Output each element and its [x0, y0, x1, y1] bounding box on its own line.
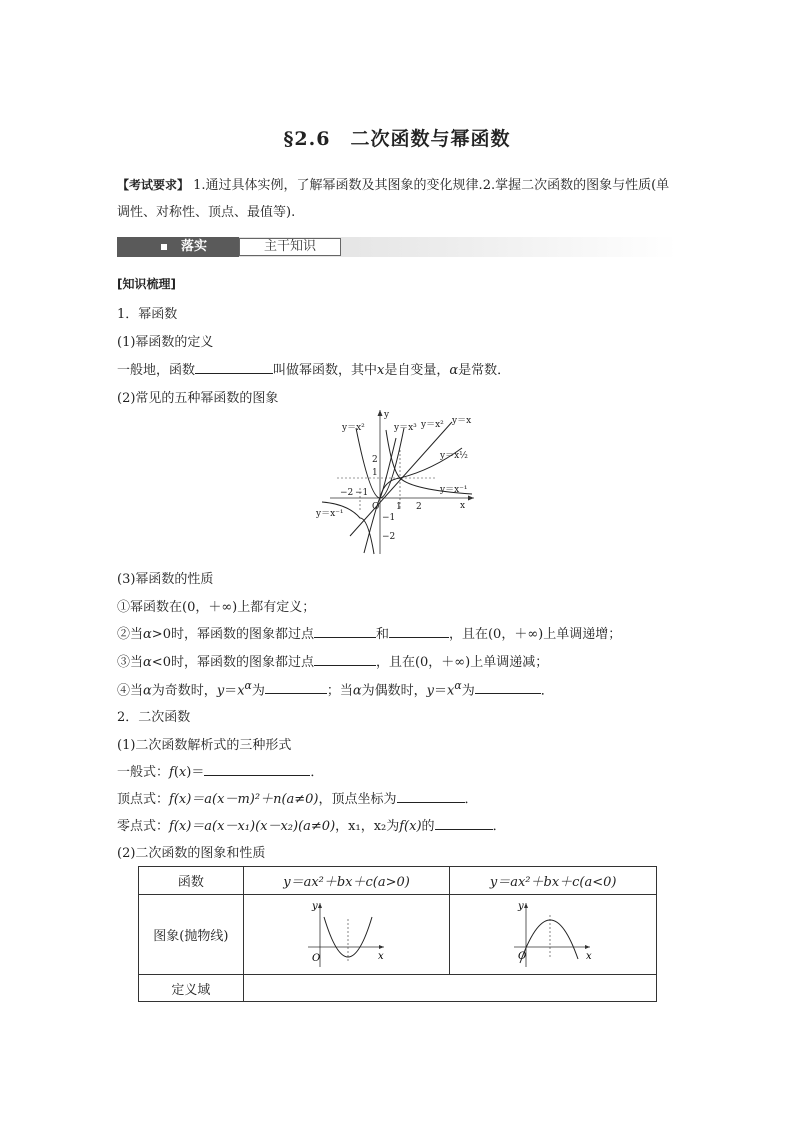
var: α [449, 363, 459, 378]
text: <0时，幂函数的图象都过点 [151, 655, 314, 670]
text: 顶点式： [117, 792, 170, 807]
text: ④当 [117, 683, 144, 699]
text: ，且在(0，＋∞)上单调递减； [375, 655, 549, 670]
tick-y-n1: −1 [382, 513, 396, 523]
text: 叫做幂函数，其中 [273, 363, 378, 378]
fill-blank[interactable] [195, 362, 273, 374]
fill-blank[interactable] [265, 682, 327, 694]
graph-cell-down [450, 895, 657, 975]
origin-label: O [518, 950, 527, 962]
property-1: ①幂函数在(0，＋∞)上都有定义； [117, 600, 316, 615]
label-y-x: y＝x [452, 416, 472, 426]
y-axis-arrow-icon [524, 903, 528, 908]
power-functions-graph [312, 408, 484, 558]
x-axis-label: x [460, 501, 466, 511]
banner-dark-tab [117, 237, 239, 257]
text: ． [310, 765, 324, 780]
domain-cell[interactable] [243, 975, 656, 1002]
table-row [139, 975, 657, 1002]
y-axis-label: y [384, 410, 390, 420]
text: ． [464, 792, 478, 807]
banner-dark-label: 落实 [181, 239, 208, 254]
fill-blank[interactable] [435, 818, 493, 830]
fill-blank[interactable] [204, 764, 310, 776]
y-axis-label: y [311, 900, 318, 912]
form-zeros [117, 815, 506, 834]
var: f [169, 765, 174, 780]
var: y [426, 683, 435, 699]
row-label-domain: 定义域 [139, 975, 244, 1002]
text: 是自变量， [384, 363, 450, 378]
square-bullet-icon [161, 244, 167, 250]
property-2 [117, 623, 621, 642]
tick-x-1: 1 [396, 502, 402, 512]
text: 的 [421, 819, 435, 834]
text: 为 [461, 683, 475, 699]
tick-x-n2: −2 [340, 488, 354, 498]
page-title: §2.6 二次函数与幂函数 [283, 128, 511, 150]
label-y-x3: y＝x³ [394, 423, 417, 433]
var: x [447, 683, 455, 699]
formula: f(x) [399, 819, 422, 834]
fill-blank[interactable] [314, 654, 376, 666]
label-y-xhalf: y＝x½ [440, 451, 468, 461]
row-label-image: 图象(抛物线) [139, 895, 244, 975]
form-general [117, 761, 323, 780]
var: y [216, 683, 225, 699]
section-2-1-heading: (1)二次函数解析式的三种形式 [117, 738, 292, 753]
x-axis-arrow-icon [379, 945, 384, 949]
requirements-label: 【考试要求】 [117, 178, 190, 192]
text: ；当 [326, 683, 353, 699]
text: ． [540, 683, 554, 699]
parabola-down-curve [520, 919, 578, 962]
table-header-pos [243, 867, 450, 895]
text: ，顶点坐标为 [318, 792, 397, 807]
y-axis-arrow-icon [318, 903, 322, 908]
text: ③当 [117, 655, 144, 670]
origin-label: O [372, 502, 380, 512]
text: ＝ [224, 683, 238, 699]
table-row [139, 895, 657, 975]
var: α [244, 679, 252, 692]
label-y-xinv-left: y＝x⁻¹ [316, 509, 344, 519]
fill-blank[interactable] [389, 626, 449, 638]
var: α [143, 627, 152, 642]
x-axis-arrow-icon [468, 496, 474, 501]
formula: y＝ax²＋bx＋c(a>0) [283, 875, 410, 890]
tick-y-1: 1 [372, 468, 378, 478]
tick-x-2: 2 [416, 502, 422, 512]
label-y-x2: y＝x² [342, 423, 365, 433]
section-banner [117, 237, 677, 257]
quadratic-properties-table [138, 866, 657, 1002]
section-2-heading: 2．二次函数 [117, 710, 191, 725]
text: 零点式： [117, 819, 170, 834]
section-1-heading: 1．幂函数 [117, 307, 178, 322]
text: ，且在(0，＋∞)上单调递增； [448, 627, 622, 642]
table-header-func: 函数 [139, 867, 244, 895]
var: α [143, 683, 152, 699]
knowledge-heading: [知识梳理] [117, 277, 176, 291]
text: ． [492, 819, 506, 834]
tick-y-2: 2 [372, 455, 378, 465]
section-1-2-heading: (2)常见的五种幂函数的图象 [117, 391, 279, 406]
property-4 [117, 679, 554, 698]
text: 和 [375, 627, 389, 642]
text: ＝ [434, 683, 448, 699]
y-axis-label: y [518, 900, 524, 912]
text: ，x₁，x₂为 [335, 819, 400, 834]
label-y-xinv-right: y＝x⁻¹ [440, 485, 468, 495]
banner-light-label: 主干知识 [239, 238, 341, 256]
parabola-up-graph [304, 897, 390, 969]
x-axis-label: x [377, 950, 384, 962]
var: x [377, 363, 385, 378]
text: 一般地，函数 [117, 363, 196, 378]
var: x [237, 683, 245, 699]
text: ( [173, 765, 179, 780]
text: 为奇数时， [151, 683, 217, 699]
text: )＝ [186, 765, 205, 780]
graph-cell-up [243, 895, 450, 975]
fill-blank[interactable] [397, 791, 465, 803]
table-row [139, 867, 657, 895]
text: 是常数． [458, 363, 511, 378]
exam-requirements [117, 172, 679, 226]
section-2-2-heading: (2)二次函数的图象和性质 [117, 846, 266, 861]
text: 一般式： [117, 765, 170, 780]
table-header-neg [450, 867, 657, 895]
var: α [352, 683, 362, 699]
definition-line [117, 359, 510, 378]
parabola-down-graph [510, 897, 596, 969]
fill-blank[interactable] [314, 626, 376, 638]
form-vertex [117, 788, 478, 807]
tick-y-n2: −2 [382, 532, 396, 542]
formula: f(x)＝a(x－x₁)(x－x₂)(a≠0) [169, 819, 336, 834]
label-y-x2b: y＝x² [421, 420, 444, 430]
property-3 [117, 651, 548, 670]
section-1-1-heading: (1)幂函数的定义 [117, 335, 214, 350]
requirements-text: 1.通过具体实例，了解幂函数及其图象的变化规律.2.掌握二次函数的图象与性质(单调性、对称性、顶点、最值等). [117, 178, 670, 220]
text: 为偶数时， [361, 683, 427, 699]
var: α [454, 679, 462, 692]
x-axis-arrow-icon [585, 945, 590, 949]
tick-x-n1: −1 [355, 488, 369, 498]
y-axis-arrow-icon [378, 410, 383, 416]
var: α [143, 655, 152, 670]
x-axis-label: x [586, 950, 592, 962]
section-1-3-heading: (3)幂函数的性质 [117, 572, 214, 587]
text: >0时，幂函数的图象都过点 [151, 627, 314, 642]
var: x [178, 765, 187, 780]
text: ②当 [117, 627, 144, 642]
fill-blank[interactable] [475, 682, 541, 694]
text: 为 [251, 683, 265, 699]
formula: f(x)＝a(x－m)²＋n(a≠0) [169, 792, 319, 807]
origin-label: O [311, 952, 320, 964]
formula: y＝ax²＋bx＋c(a<0) [489, 875, 617, 890]
